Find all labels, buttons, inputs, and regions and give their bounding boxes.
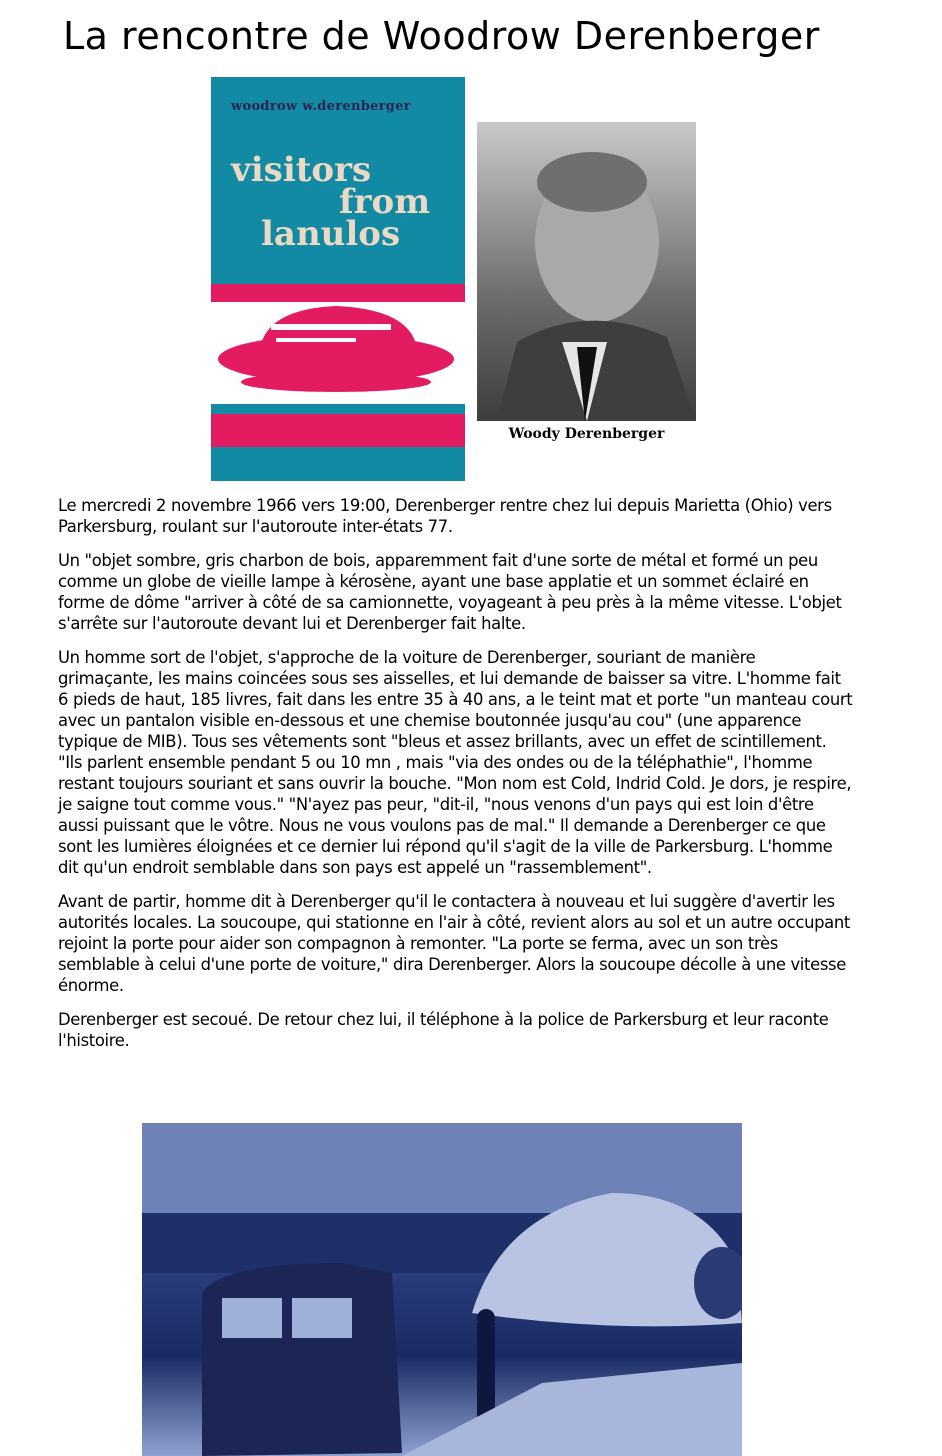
article-body: [58, 495, 853, 1064]
encounter-illustration: [142, 1123, 742, 1456]
book-title-line-3: lanulos: [261, 214, 401, 254]
paragraph: Un "objet sombre, gris charbon de bois, apparemment fait d'une sorte de métal et formé un peu comme un globe de vieille lampe à kérosène, ayant une base applatie et un sommet éclairé en forme de dôme "arriver à côté de sa camionnette, voyageant à peu près à la même vitesse. L'objet s'arrête sur l'autoroute devant lui et Derenberger fait halte.: [58, 551, 842, 633]
book-author: woodrow w.derenberger: [231, 99, 411, 114]
cover-band: [211, 414, 465, 447]
paragraph: Derenberger est secoué. De retour chez lui, il téléphone à la police de Parkersburg et leur raconte l'histoire.: [58, 1010, 829, 1050]
portrait-photo: [477, 122, 696, 421]
book-title-line-2: from: [339, 182, 431, 222]
paragraph: Un homme sort de l'objet, s'approche de la voiture de Derenberger, souriant de manière grimaçante, les mains coincées sous ses aisselles, et lui demande de baisser sa vitre. L'homme fait 6 pieds de haut, 185 livres, fait dans les entre 35 à 40 ans, a le teint mat et porte "un manteau court avec un pantalon visible en-dessous et une chemise boutonnée jusqu'au cou" (une apparence typique de MIB). Tous ses vêtements sont "bleus et assez brillants, avec un effet de scintillement. "Ils parlent ensemble pendant 5 ou 10 mn , mais "via des ondes ou de la téléphathie", l'homme restant toujours souriant et sans ouvrir la bouche. "Mon nom est Cold, Indrid Cold. Je dors, je respire, je saigne tout comme vous." "N'ayez pas peur, "dit-il, "nous venons d'un pays qui est loin d'être aussi puissant que le vôtre. Nous ne vous voulons pas de mal." Il demande a Derenberger ce que sont les lumières éloignées et ce dernier lui répond qu'il s'agit de la ville de Parkersburg. L'homme dit qu'un endroit semblable dans son pays est appelé un "rassemblement".: [58, 648, 853, 877]
book-title-line-1: visitors: [231, 150, 372, 190]
saucer-illustration: [211, 284, 465, 404]
paragraph: Avant de partir, homme dit à Derenberger qu'il le contactera à nouveau et lui suggère d'avertir les autorités locales. La soucoupe, qui stationne en l'air à côté, revient alors au sol et un autre occupant rejoint la porte pour aider son compagnon à remonter. "La porte se ferma, avec un son très semblable à celui d'une porte de voiture," dira Derenberger. Alors la soucoupe décolle à une vitesse énorme.: [58, 892, 850, 995]
book-cover-image: [211, 77, 465, 481]
page-title: La rencontre de Woodrow Derenberger: [63, 14, 820, 58]
portrait-caption: Woody Derenberger: [508, 426, 665, 442]
paragraph: Le mercredi 2 novembre 1966 vers 19:00, Derenberger rentre chez lui depuis Marietta (Ohio) vers Parkersburg, roulant sur l'autoroute inter-états 77.: [58, 496, 832, 536]
